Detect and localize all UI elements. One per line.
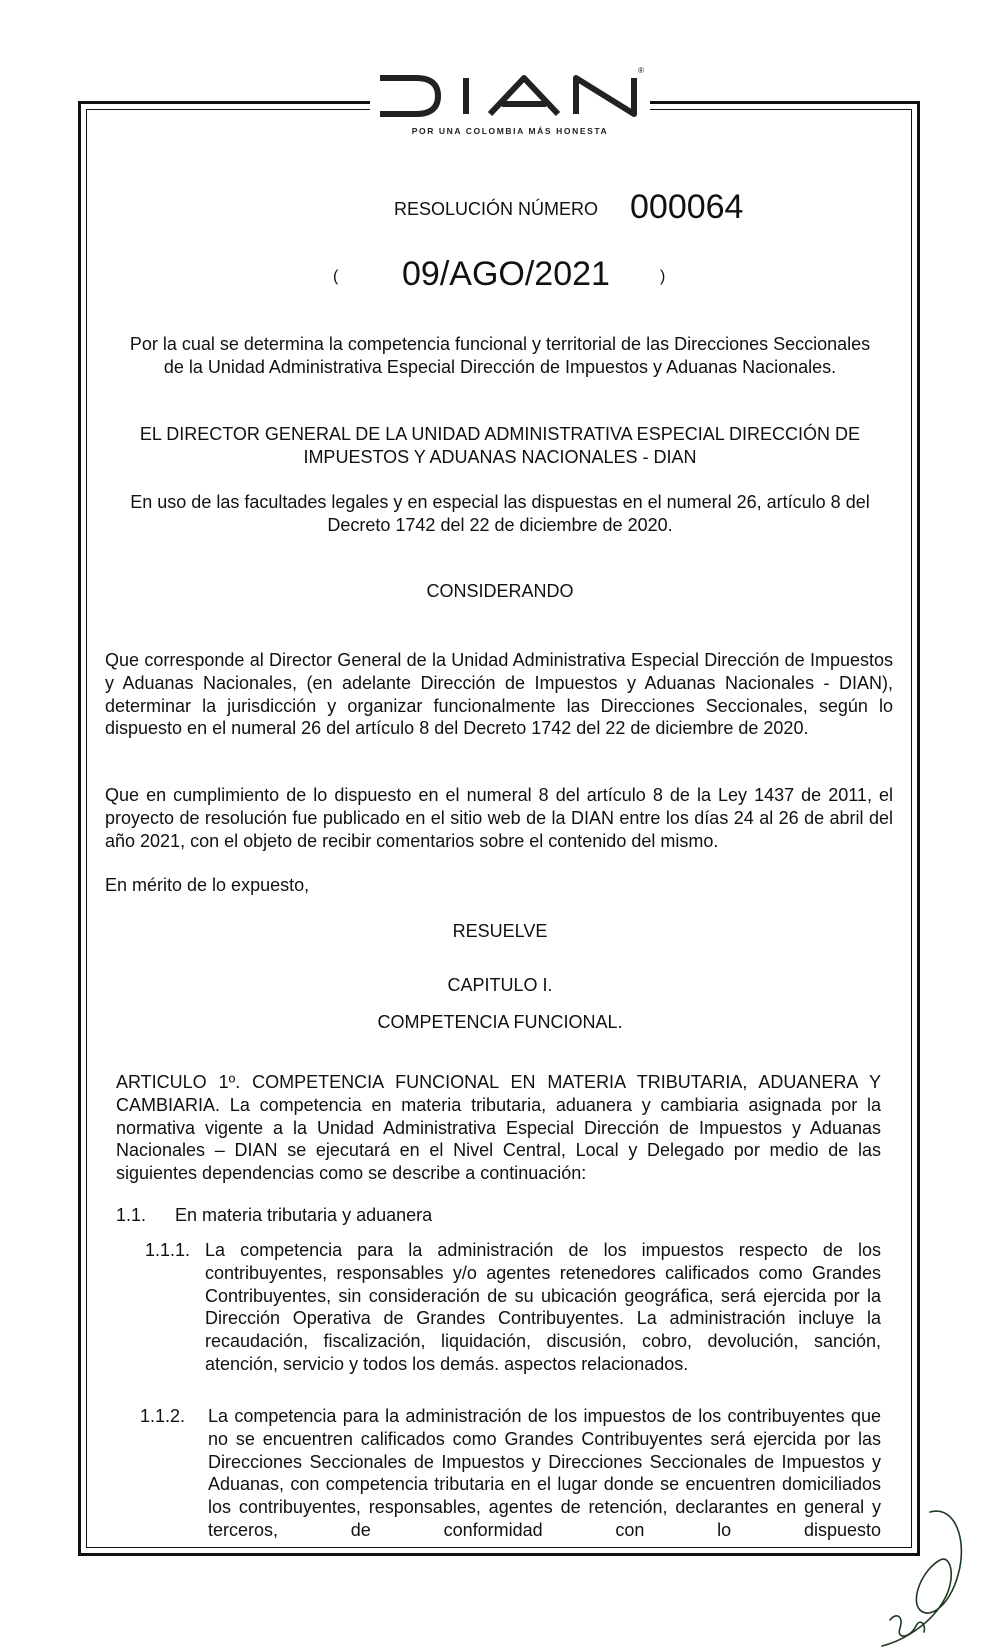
handwritten-signature	[860, 1500, 970, 1650]
summary-text: Por la cual se determina la competencia funcional y territorial de las Direcciones Seccionales de la Unidad Administrativa Especial Dirección de Impuestos y Aduanas Nacionales.	[129, 334, 871, 377]
considerando-paragraph-2: Que en cumplimiento de lo dispuesto en el numeral 8 del artículo 8 de la Ley 1437 de 2011, el proyecto de resolución fue publicado en el sitio web de la DIAN entre los días 24 al 26 de abril del año 2021, con el objeto de recibir comentarios sobre el contenido del mismo.	[105, 785, 893, 851]
resolution-number: 000064	[630, 188, 744, 226]
date-open-paren: (	[333, 268, 339, 285]
registered-mark: ®	[638, 66, 644, 75]
section-1-1-title: En materia tributaria y aduanera	[175, 1205, 433, 1225]
faculties-text: En uso de las facultades legales y en especial las dispuestas en el numeral 26, artículo 8 del Decreto 1742 del 22 de diciembre de 2020.	[130, 492, 870, 535]
chapter-label: CAPITULO I.	[447, 975, 553, 995]
article-1-text: ARTICULO 1º. COMPETENCIA FUNCIONAL EN MATERIA TRIBUTARIA, ADUANERA Y CAMBIARIA. La competencia en materia tributaria, aduanera y cambiaria asignada por la normativa vigente a la Unidad Administrativa Especial Dirección de Impuestos y Aduanas Nacionales – DIAN se ejecutará en el Nivel Central, Local y Delegado por medio de las siguientes dependencias como se describe a continuación:	[116, 1072, 881, 1184]
date-close-paren: )	[660, 268, 666, 285]
chapter-title: COMPETENCIA FUNCIONAL.	[377, 1012, 623, 1032]
resolution-label: RESOLUCIÓN NÚMERO	[394, 199, 599, 219]
item-1-1-1-text: La competencia para la administración de los impuestos respecto de los contribuyentes, responsables y/o agentes retenedores calificados como Grandes Contribuyentes, sin consideración de su ubicación geográfica, será ejercida por la Dirección Operativa de Grandes Contribuyentes. La administración incluye la recaudación, fiscalización, liquidación, discusión, cobro, devolución, sanción, atención, servicio y todos los demás. aspectos relacionados.	[205, 1240, 881, 1374]
issuer-text: EL DIRECTOR GENERAL DE LA UNIDAD ADMINISTRATIVA ESPECIAL DIRECCIÓN DE IMPUESTOS Y ADUANAS NACIONALES - DIAN	[139, 424, 861, 467]
merito-text: En mérito de lo expuesto,	[105, 875, 310, 895]
considerando-paragraph-1: Que corresponde al Director General de la Unidad Administrativa Especial Dirección de Impuestos y Aduanas Nacionales, (en adelante Dirección de Impuestos y Aduanas Nacionales - DIAN), determinar la jurisdicción y organizar funcionalmente las Direcciones Seccionales, según lo dispuesto en el numeral 26 del artículo 8 del Decreto 1742 del 22 de diciembre de 2020.	[105, 650, 893, 739]
considerando-heading: CONSIDERANDO	[426, 581, 574, 601]
item-1-1-1-number: 1.1.1.	[145, 1240, 191, 1260]
item-1-1-2-number: 1.1.2.	[140, 1406, 186, 1426]
logo-tagline: POR UNA COLOMBIA MÁS HONESTA	[411, 126, 609, 136]
resolution-date: 09/AGO/2021	[402, 255, 610, 293]
section-1-1-number: 1.1.	[116, 1205, 147, 1225]
resuelve-heading: RESUELVE	[452, 921, 548, 941]
item-1-1-2-text: La competencia para la administración de los impuestos de los contribuyentes que no se encuentren calificados como Grandes Contribuyentes será ejercida por las Direcciones Seccionales de Impuestos y Direcciones Seccionales de Impuestos y Aduanas, con competencia tributaria en el lugar donde se encuentren domiciliados los contribuyentes, responsables, agentes de retención, declarantes en general y terceros, de conformidad con lo dispuesto	[208, 1406, 881, 1540]
